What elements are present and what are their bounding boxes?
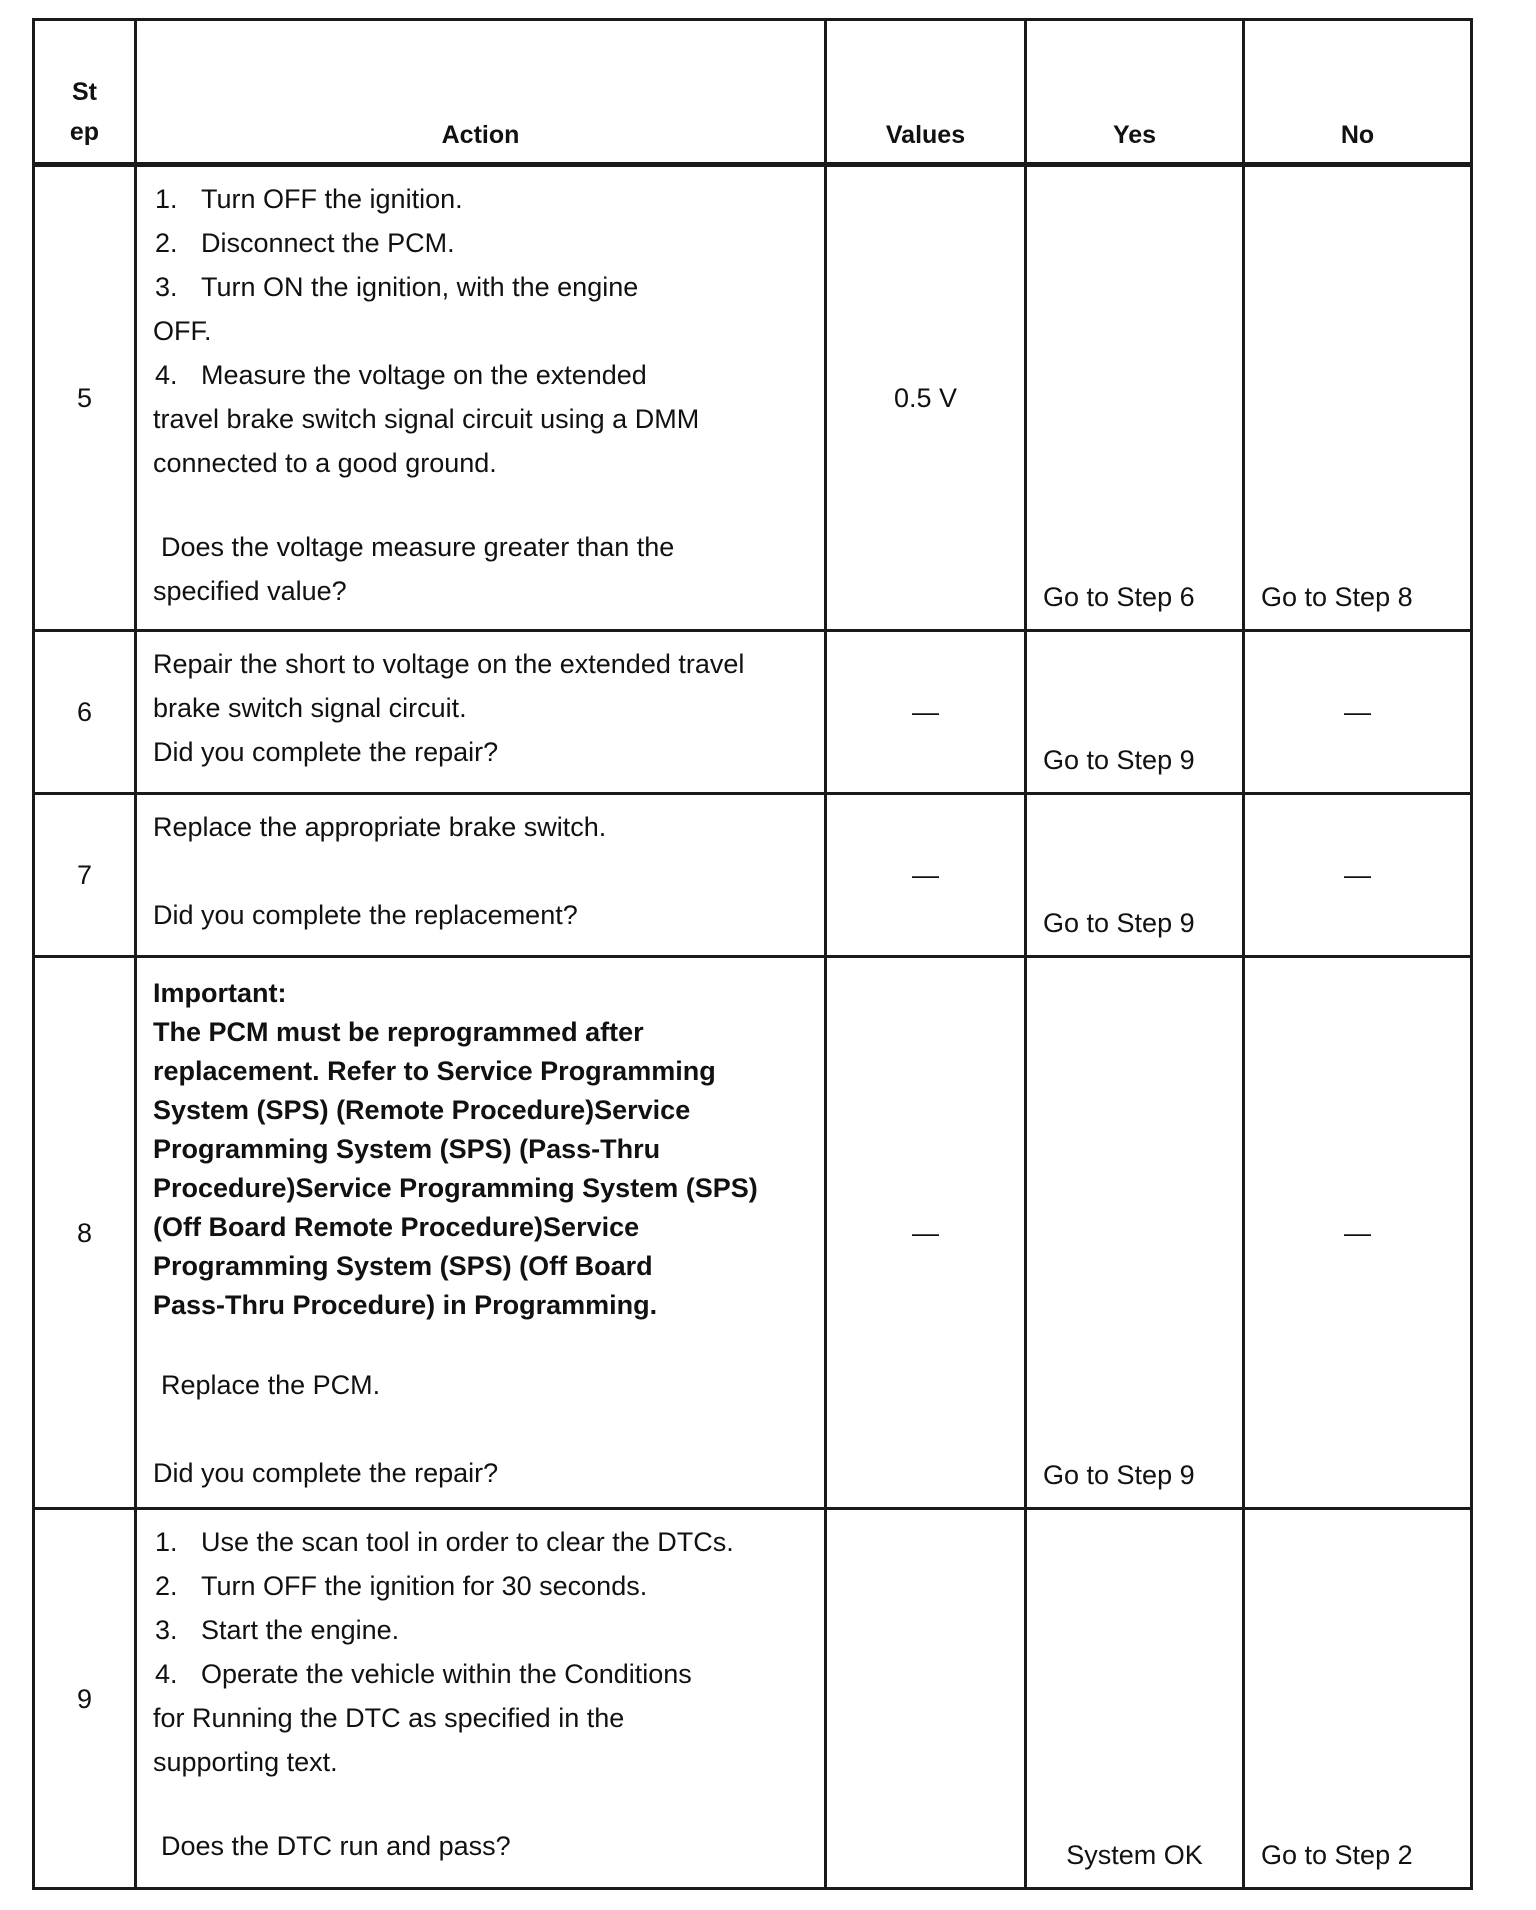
step-number: 9 [34, 1509, 136, 1889]
step-number: 5 [34, 165, 136, 631]
question-text-cont: specified value? [153, 576, 347, 606]
diagnostic-table [32, 18, 1473, 1890]
list-item: 4. Operate the vehicle within the Conditions [155, 1659, 692, 1689]
list-item: 1. Turn OFF the ignition. [155, 184, 463, 214]
list-item: 3. Start the engine. [155, 1615, 400, 1645]
header-action: Action [136, 20, 826, 165]
action-cell: 1. Turn OFF the ignition. 2. Disconnect the PCM. 3. Turn ON the ignition, with the engine OFF. 4. Measure the voltage on the extended travel brake switch signal circuit using a DMM connected to a good ground. Does the voltage measure greater than the specified value? [136, 165, 826, 631]
no-cell: Go to Step 2 [1244, 1509, 1472, 1889]
value-cell: — [826, 631, 1026, 794]
step-number: 7 [34, 794, 136, 957]
value-cell: — [826, 957, 1026, 1509]
yes-cell: System OK [1026, 1509, 1244, 1889]
question-text: Does the voltage measure greater than the [161, 532, 675, 562]
no-cell: — [1244, 794, 1472, 957]
important-notice: Important: The PCM must be reprogrammed after replacement. Refer to Service Programming System (SPS) (Remote Procedure)Service Programming System (SPS) (Pass-Thru Procedure)Service Programming System (SPS) (Off Board Remote Procedure)Service Programming System (SPS) (Off Board Pass-Thru Procedure) in Programming. [153, 978, 758, 1320]
value-cell: 0.5 V [826, 165, 1026, 631]
list-item: 4. Measure the voltage on the extended [155, 360, 647, 390]
no-cell: Go to Step 8 [1244, 165, 1472, 631]
list-item: 1. Use the scan tool in order to clear the DTCs. [155, 1527, 734, 1557]
step-number: 6 [34, 631, 136, 794]
table-row [34, 794, 1472, 957]
step-number: 8 [34, 957, 136, 1509]
yes-cell: Go to Step 9 [1026, 794, 1244, 957]
no-cell: — [1244, 631, 1472, 794]
header-step: St ep [34, 20, 136, 165]
list-item: 2. Disconnect the PCM. [155, 228, 455, 258]
yes-cell: Go to Step 9 [1026, 957, 1244, 1509]
yes-cell: Go to Step 6 [1026, 165, 1244, 631]
table-row [34, 165, 1472, 631]
header-no: No [1244, 20, 1472, 165]
action-cell: Replace the appropriate brake switch. Did you complete the replacement? [136, 794, 826, 957]
table-row [34, 1509, 1472, 1889]
header-row [34, 20, 1472, 165]
list-item: 3. Turn ON the ignition, with the engine [155, 272, 639, 302]
yes-cell: Go to Step 9 [1026, 631, 1244, 794]
header-yes: Yes [1026, 20, 1244, 165]
action-cell: Important: The PCM must be reprogrammed after replacement. Refer to Service Programming System (SPS) (Remote Procedure)Service Programming System (SPS) (Pass-Thru Procedure)Service Programming System (SPS) (Off Board Remote Procedure)Service Programming System (SPS) (Off Board Pass-Thru Procedure) in Programming. Replace the PCM. Did you complete the repair? [136, 957, 826, 1509]
action-cell: 1. Use the scan tool in order to clear the DTCs. 2. Turn OFF the ignition for 30 seconds. 3. Start the engine. 4. Operate the vehicle within the Conditions for Running the DTC as specified in the supporting text. Does the DTC run and pass? [136, 1509, 826, 1889]
table-row [34, 957, 1472, 1509]
value-cell: — [826, 794, 1026, 957]
no-cell: — [1244, 957, 1472, 1509]
table-row [34, 631, 1472, 794]
action-cell: Repair the short to voltage on the extended travel brake switch signal circuit. Did you complete the repair? [136, 631, 826, 794]
header-values: Values [826, 20, 1026, 165]
list-item: 2. Turn OFF the ignition for 30 seconds. [155, 1571, 648, 1601]
value-cell [826, 1509, 1026, 1889]
